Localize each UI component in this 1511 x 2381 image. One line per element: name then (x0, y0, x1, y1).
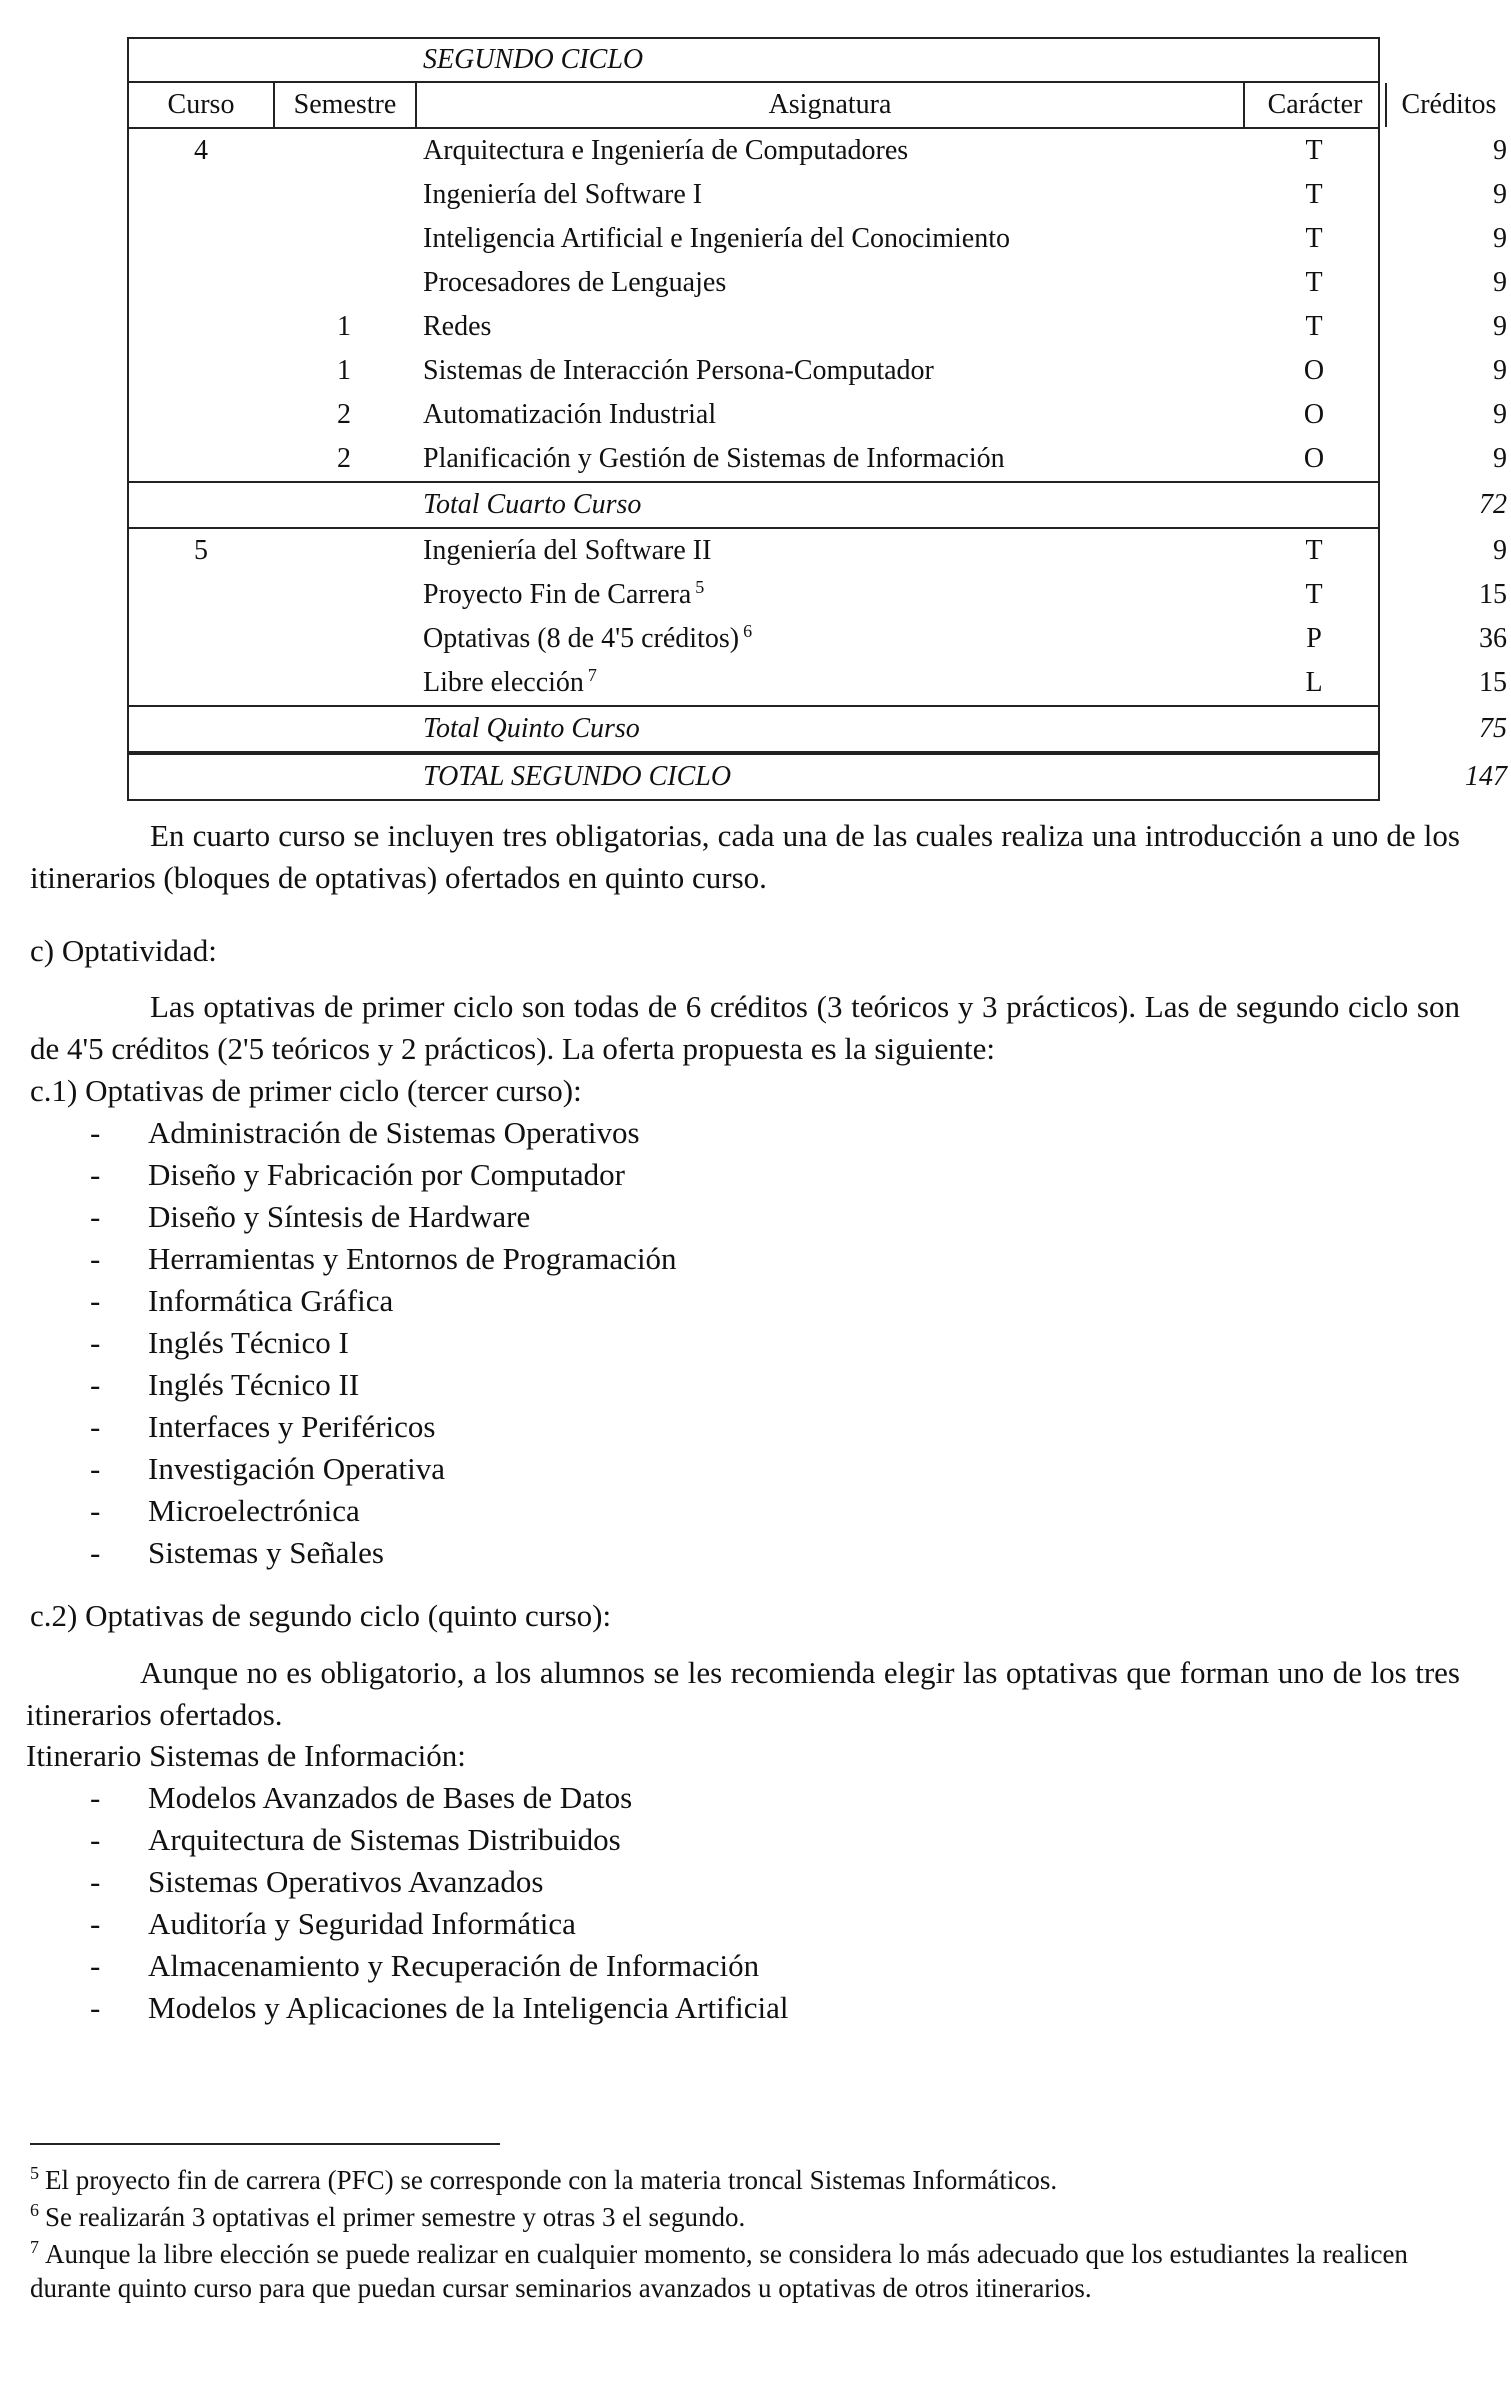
cell-asignatura: Sistemas de Interacción Persona-Computador (423, 355, 934, 386)
cell-curso (129, 305, 273, 349)
cell-creditos: 9 (1493, 135, 1507, 166)
cell-creditos: 36 (1479, 623, 1507, 654)
cell-creditos: 9 (1493, 267, 1507, 298)
cell-curso (129, 573, 273, 617)
footnote-number: 5 (30, 2163, 39, 2183)
paragraph-recomendacion: Aunque no es obligatorio, a los alumnos se les recomienda elegir las optativas que forman uno de los tres itinerarios ofertados. (26, 1655, 1460, 1732)
table-row (129, 437, 1507, 481)
cell-semestre: 1 (337, 355, 351, 386)
cell-curso (129, 173, 273, 217)
cell-asignatura: Libre elección $^7$ (423, 664, 597, 698)
paragraph-optativas-creditos: Las optativas de primer ciclo son todas de 6 créditos (3 teóricos y 3 prácticos). Las de segundo ciclo son de 4'5 créditos (2'5 teóricos y 2 prácticos). La oferta propuesta es la siguiente: (30, 989, 1460, 1066)
footnote-text: Se realizarán 3 optativas el primer semestre y otras 3 el segundo. (45, 2202, 746, 2232)
cell-caracter: O (1303, 355, 1325, 386)
cell-semestre (273, 261, 415, 305)
cell-creditos: 9 (1493, 443, 1507, 474)
table-row (129, 305, 1507, 349)
table-row (129, 617, 1507, 661)
footnote-ref: 5 (695, 576, 705, 597)
cell-curso (129, 617, 273, 661)
cell-curso (129, 349, 273, 393)
table-row (129, 173, 1507, 217)
cell-asignatura: Ingeniería del Software II (423, 535, 712, 566)
list-item: - Inglés Técnico I (90, 1322, 677, 1364)
total-ciclo-label: TOTAL SEGUNDO CICLO (423, 761, 732, 792)
cell-curso (129, 661, 273, 705)
cell-caracter: L (1305, 667, 1323, 698)
cell-caracter: T (1305, 311, 1323, 342)
cell-asignatura: Optativas (8 de 4'5 créditos) $^6$ (423, 620, 753, 654)
cell-caracter: P (1306, 623, 1322, 654)
cell-creditos: 9 (1493, 223, 1507, 254)
table-row (129, 217, 1507, 261)
fifth-year-rows (129, 529, 1507, 705)
fourth-year-rows (129, 129, 1507, 481)
total-quinto-row (129, 705, 1507, 753)
cell-semestre: 2 (337, 399, 351, 430)
table-row (129, 661, 1507, 705)
footnote-ref: 7 (587, 664, 597, 685)
cell-semestre: 1 (337, 311, 351, 342)
cell-caracter: O (1303, 443, 1325, 474)
list-item: - Arquitectura de Sistemas Distribuidos (90, 1819, 788, 1861)
cell-caracter: T (1305, 179, 1323, 210)
cell-semestre: 2 (337, 443, 351, 474)
heading-optatividad: c) Optatividad: (30, 933, 217, 968)
cell-creditos: 15 (1479, 667, 1507, 698)
cell-semestre (273, 217, 415, 261)
cell-curso: 5 (194, 535, 208, 566)
footnote (30, 2163, 1460, 2197)
cell-caracter: T (1305, 535, 1323, 566)
cell-creditos: 9 (1493, 355, 1507, 386)
cell-semestre (273, 661, 415, 705)
cell-semestre (273, 573, 415, 617)
cell-curso (129, 437, 273, 481)
footnote-number: 6 (30, 2200, 39, 2220)
table-title: SEGUNDO CICLO (423, 44, 644, 75)
cell-asignatura: Redes (423, 311, 492, 342)
cell-curso (129, 393, 273, 437)
cell-asignatura: Planificación y Gestión de Sistemas de Información (423, 443, 1005, 474)
heading-optativas-primer-ciclo: c.1) Optativas de primer ciclo (tercer curso): (30, 1073, 582, 1108)
total-ciclo-row (129, 753, 1507, 799)
table-row (129, 529, 1507, 573)
table-header-row (129, 83, 1497, 129)
paragraph-cuarto-curso: En cuarto curso se incluyen tres obligatorias, cada una de las cuales realiza una introducción a uno de los itinerarios (bloques de optativas) ofertados en quinto curso. (30, 818, 1460, 895)
cell-curso (129, 261, 273, 305)
list-item: - Inglés Técnico II (90, 1364, 677, 1406)
cell-asignatura: Ingeniería del Software I (423, 179, 703, 210)
heading-itinerario: Itinerario Sistemas de Información: (26, 1738, 466, 1773)
total-quinto-creditos: 75 (1479, 713, 1507, 744)
list-item: - Interfaces y Periféricos (90, 1406, 677, 1448)
table-row (129, 573, 1507, 617)
cell-semestre (273, 617, 415, 661)
cell-caracter: T (1305, 267, 1323, 298)
footnote-ref: 6 (743, 620, 753, 641)
list-optativas-primer-ciclo (90, 1112, 677, 1574)
list-item: - Investigación Operativa (90, 1448, 677, 1490)
list-item: - Modelos Avanzados de Bases de Datos (90, 1777, 788, 1819)
table-row (129, 261, 1507, 305)
footnote-text: Aunque la libre elección se puede realizar en cualquier momento, se considera lo más adecuado que los estudiantes la realicen durante quinto curso para que puedan cursar seminarios avanzados u optativas de otros itinerarios. (30, 2239, 1408, 2303)
cell-semestre (273, 529, 415, 573)
table-row (129, 129, 1507, 173)
total-cuarto-row (129, 481, 1507, 529)
footnote-separator (30, 2143, 500, 2145)
list-item: - Administración de Sistemas Operativos (90, 1112, 677, 1154)
footnote (30, 2237, 1460, 2305)
footnote-number: 7 (30, 2237, 39, 2257)
cell-semestre (273, 173, 415, 217)
list-item: - Diseño y Fabricación por Computador (90, 1154, 677, 1196)
cell-caracter: T (1305, 223, 1323, 254)
cell-caracter: T (1305, 135, 1323, 166)
total-cuarto-label: Total Cuarto Curso (423, 489, 642, 520)
header-creditos: Créditos (1385, 83, 1511, 127)
header-curso: Curso (167, 89, 235, 120)
footnote-text: El proyecto fin de carrera (PFC) se corresponde con la materia troncal Sistemas Informáticos. (45, 2165, 1058, 2195)
cell-asignatura: Procesadores de Lenguajes (423, 267, 727, 298)
cell-curso (129, 217, 273, 261)
list-item: - Sistemas Operativos Avanzados (90, 1861, 788, 1903)
table-row (129, 393, 1507, 437)
list-item: - Diseño y Síntesis de Hardware (90, 1196, 677, 1238)
table-row (129, 349, 1507, 393)
cell-asignatura: Inteligencia Artificial e Ingeniería del Conocimiento (423, 223, 1011, 254)
cell-creditos: 9 (1493, 535, 1507, 566)
list-item: - Microelectrónica (90, 1490, 677, 1532)
header-asignatura: Asignatura (415, 83, 1243, 127)
list-item: - Almacenamiento y Recuperación de Información (90, 1945, 788, 1987)
cell-caracter: T (1305, 579, 1323, 610)
total-quinto-label: Total Quinto Curso (423, 713, 640, 744)
cell-curso: 4 (194, 135, 208, 166)
cell-creditos: 15 (1479, 579, 1507, 610)
footnote (30, 2200, 1460, 2234)
total-ciclo-creditos: 147 (1465, 761, 1507, 792)
list-item: - Herramientas y Entornos de Programación (90, 1238, 677, 1280)
header-semestre: Semestre (273, 83, 415, 127)
header-caracter: Carácter (1243, 83, 1385, 127)
list-itinerario-sistemas-informacion (90, 1777, 788, 2029)
list-item: - Modelos y Aplicaciones de la Inteligencia Artificial (90, 1987, 788, 2029)
list-item: - Auditoría y Seguridad Informática (90, 1903, 788, 1945)
heading-optativas-segundo-ciclo: c.2) Optativas de segundo ciclo (quinto curso): (30, 1598, 612, 1633)
list-item: - Informática Gráfica (90, 1280, 677, 1322)
cell-caracter: O (1303, 399, 1325, 430)
cell-semestre (273, 129, 415, 173)
cell-creditos: 9 (1493, 399, 1507, 430)
cell-creditos: 9 (1493, 311, 1507, 342)
cell-creditos: 9 (1493, 179, 1507, 210)
total-cuarto-creditos: 72 (1479, 489, 1507, 520)
table-title-row (129, 39, 1378, 83)
credits-table (127, 37, 1507, 801)
list-item: - Sistemas y Señales (90, 1532, 677, 1574)
cell-asignatura: Arquitectura e Ingeniería de Computadores (423, 135, 909, 166)
cell-asignatura: Proyecto Fin de Carrera $^5$ (423, 576, 705, 610)
cell-asignatura: Automatización Industrial (423, 399, 717, 430)
